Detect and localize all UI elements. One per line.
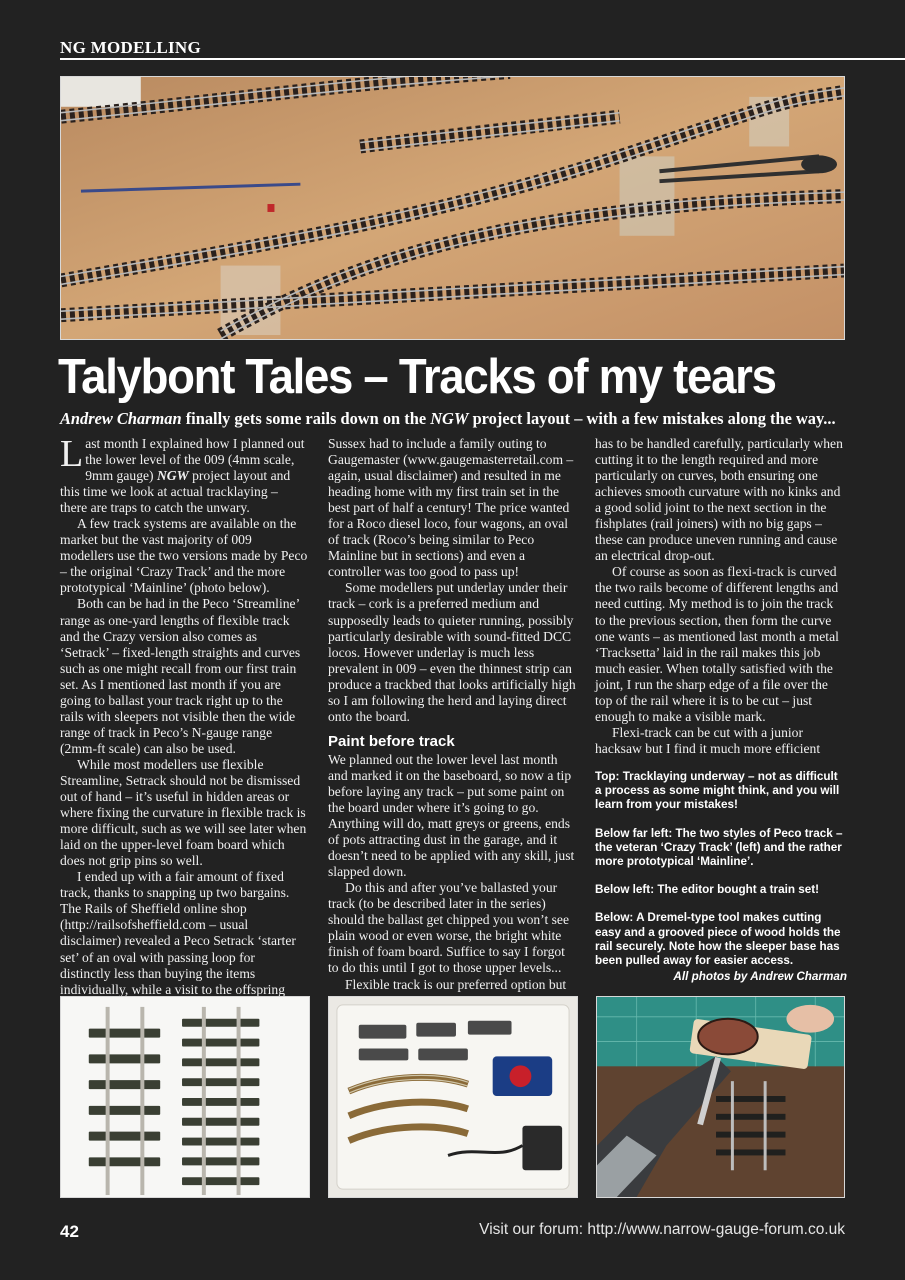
paragraph: Do this and after you’ve ballasted your track (to be described later in the series) should the ballast get chipped you won’t see plain wood or even worse, the bright white finish of foam board. Suffice to say I forgot to do this until I got to those upper levels... <box>328 880 569 976</box>
photo-dremel-cutting <box>596 996 845 1198</box>
paragraph: Sussex had to include a family outing to Gaugemaster (www.gaugemasterretail.com – again, usual disclaimer) and resulted in me heading home with my first train set in the best part of half a century! The price wanted for a Roco diesel loco, four wagons, an oval of track (Roco’s being similar to Peco Mainline but in sections) and even a controller was too good to pass up! <box>328 436 574 580</box>
drop-cap: L <box>60 433 84 475</box>
caption-below-far-left: Below far left: The two styles of Peco track – the veteran ‘Crazy Track’ (left) and the rather more prototypical ‘Mainline’. <box>595 826 843 869</box>
paragraph <box>60 433 308 516</box>
headline: Talybont Tales – Tracks of my tears <box>58 350 776 404</box>
photo-credit: All photos by Andrew Charman <box>673 970 847 984</box>
paragraph: We planned out the lower level last month and marked it on the baseboard, so now a tip before laying any track – put some paint on the board under where it’s going to go. Anything will do, matt greys or greens, ends of pots attracting dust in the garage, and it doesn’t need to be applied with any skill, just slapped down. <box>328 751 575 880</box>
photo-dremel-image <box>597 997 844 1197</box>
paragraph-text: ast month I explained how I planned out the lower level of the 009 (4mm scale, 9mm gauge) <box>85 436 305 484</box>
photo-track-image <box>61 997 309 1197</box>
standfirst-author: Andrew Charman <box>60 409 182 428</box>
photo-train-set-image <box>329 997 577 1197</box>
body-column-3 <box>595 436 843 757</box>
body-column-1 <box>60 433 308 1014</box>
standfirst-magazine: NGW <box>430 409 469 428</box>
caption-below: Below: A Dremel-type tool makes cutting easy and a grooved piece of wood holds the rail securely. Note how the sleeper base has been pulled away for easier access. <box>595 911 841 968</box>
paragraph: Both can be had in the Peco ‘Streamline’ range as one-yard lengths of flexible track and the Crazy version also comes as ‘Setrack’ – fixed-length straights and curves such as one might recall from our first train set. As I mentioned last month if you are going to ballast your track right up to the rails with sleepers not visible then the wide range of track in Peco’s N-gauge range (2mm-ft scale) can also be used. <box>60 596 301 756</box>
body-column-2 <box>328 436 576 993</box>
photo-peco-track-styles <box>60 996 310 1198</box>
paragraph: Of course as soon as flexi-track is curved the two rails become of different lengths and need cutting. My method is to join the track to the previous section, then form the curve one wants – as mentioned last month a metal ‘Tracksetta’ laid in the rail makes this job much easier. When totally satisfied with the joint, I run the sharp edge of a file over the top of the rail where it is to be cut – just enough to make a visible mark. <box>595 564 839 724</box>
paragraph: A few track systems are available on the market but the vast majority of 009 modellers use the two versions made by Peco – the original ‘Crazy Track’ and the more prototypical ‘Mainline’ (photo below). <box>60 516 308 596</box>
caption-top: Top: Tracklaying underway – not as difficult a process as some might think, and you will learn from your mistakes! <box>595 770 840 812</box>
section-rule <box>60 58 905 60</box>
hero-photo-image <box>61 77 844 339</box>
paragraph: has to be handled carefully, particularly when cutting it to the length required and more particularly on curves, both ensuring one achieves smooth curvature with no kinks and a good solid joint to the next section in the fishplates (rail joiners) with no big gaps – these can produce uneven running and cause an electrical drop-out. <box>595 436 843 564</box>
magazine-name: NGW <box>156 468 189 484</box>
photo-train-set <box>328 996 578 1198</box>
paragraph: Flexible track is our preferred option but <box>345 976 567 992</box>
forum-link-text: Visit our forum: http://www.narrow-gauge-forum.co.uk <box>479 1221 845 1238</box>
page-number: 42 <box>60 1222 79 1241</box>
hero-photo-tracklaying <box>60 76 845 340</box>
caption-below-left: Below left: The editor bought a train set! <box>595 883 820 897</box>
paragraph: I ended up with a fair amount of fixed track, thanks to snapping up two bargains. The Rails of Sheffield online shop (http://railsofsheffield.com – usual disclaimer) revealed a Peco Setrack ‘starter set’ of an oval with passing loop for distinctly less than buying the items individually, while a visit to the offspring <box>60 869 296 997</box>
photo-captions <box>595 770 847 984</box>
paragraph: Flexi-track can be cut with a junior hacksaw but I find it much more efficient <box>595 724 821 756</box>
paragraph: While most modellers use flexible Streamline, Setrack should not be dismissed out of hand – it’s useful in hidden areas or where fixing the curvature in flexible track is more difficult, such as we will see later when laid on the upper-level foam board which does not grip pins so well. <box>60 756 307 869</box>
subheading: Paint before track <box>328 732 455 750</box>
standfirst <box>60 409 860 429</box>
paragraph: Some modellers put underlay under their track – cork is a preferred medium and supposedly leads to quieter running, possibly particularly desirable with sound-fitted DCC locos. However underlay is much less prevalent in 009 – even the thinnest strip can produce a trackbed that looks artificially high so I am following the herd and laying direct onto the board. <box>328 580 576 724</box>
standfirst-text-2: project layout – with a few mistakes along the way... <box>468 409 836 428</box>
standfirst-text-1: finally gets some rails down on the <box>181 409 431 428</box>
paragraph-text: project layout and this time we look at actual tracklaying – there are traps to catch the unwary. <box>60 468 291 516</box>
section-label: NG MODELLING <box>60 38 202 57</box>
